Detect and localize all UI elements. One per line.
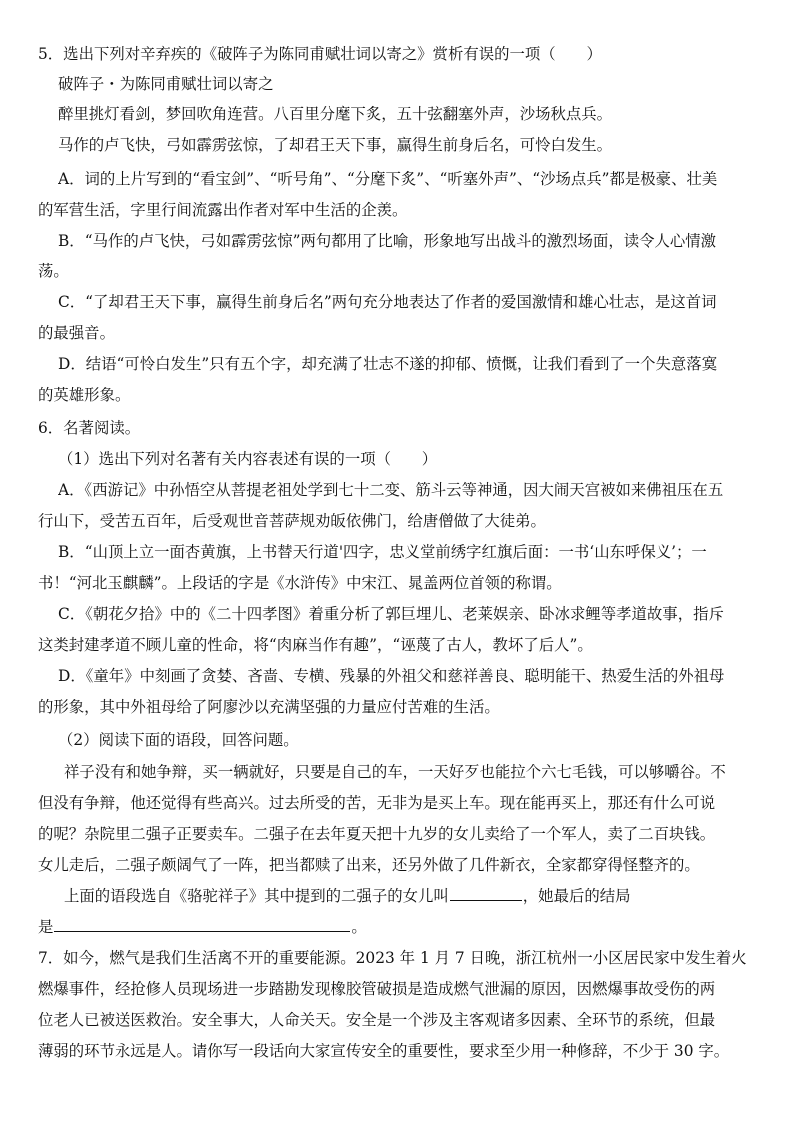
q6-question-line2 <box>38 917 768 937</box>
q6-option-d-line2: 的形象，其中外祖母给了阿廖沙以充满坚强的力量应付苦难的生活。 <box>38 698 500 716</box>
q6-passage-line2: 但没有争辩，他还觉得有些高兴。过去所受的苦，无非为是买上车。现在能再买上，那还有什么可说 <box>38 794 716 812</box>
q5-stem: 5．选出下列对辛弃疾的《破阵子为陈同甫赋壮词以寄之》赏析有误的一项（ ） <box>38 45 602 63</box>
answer-blank-daughter-name[interactable] <box>450 886 522 901</box>
q5-poem-title: 破阵子・为陈同甫赋壮词以寄之 <box>58 75 274 93</box>
q6-sub1: （1）选出下列对名著有关内容表述有误的一项（ ） <box>58 450 438 468</box>
q7-line1: 7．如今，燃气是我们生活离不开的重要能源。2023 年 1 月 7 日晚，浙江杭州一小区居民家中发生着火 <box>38 949 747 967</box>
q6-question-text: 上面的语段选自《骆驼祥子》其中提到的二强子的女儿叫 <box>64 887 449 905</box>
q5-option-b-line1: B．“马作的卢飞快，弓如霹雳弦惊”两句都用了比喻，形象地写出战斗的激烈场面，读令人心情激 <box>58 232 717 250</box>
q5-poem-line2: 马作的卢飞快，弓如霹雳弦惊，了却君王天下事，赢得生前身后名，可怜白发生。 <box>58 136 613 154</box>
q6-passage-line1: 祥子没有和她争辩，买一辆就好，只要是自己的车，一天好歹也能拉个六七毛钱，可以够嚼谷。不 <box>64 763 726 781</box>
q6-option-c-line1: C．《朝花夕拾》中的《二十四孝图》着重分析了郭巨埋儿、老莱娱亲、卧冰求鲤等孝道故事，指斥 <box>58 605 724 623</box>
q5-option-d-line2: 的英雄形象。 <box>38 386 131 404</box>
q6-option-b-line2: 书！“河北玉麒麟”。上段话的字是《水浒传》中宋江、晁盖两位首领的称谓。 <box>38 574 562 592</box>
q6-option-d-line1: D．《童年》中刻画了贪婪、吝啬、专横、残暴的外祖父和慈祥善良、聪明能干、热爱生活的外祖母 <box>58 667 725 685</box>
q6-passage-line3: 的呢？杂院里二强子正要卖车。二强子在去年夏天把十九岁的女儿卖给了一个军人，卖了二百块钱。 <box>38 825 716 843</box>
q5-option-c-line2: 的最强音。 <box>38 324 115 342</box>
q6-question-text-4: 。 <box>351 918 367 936</box>
q6-passage-line4: 女儿走后，二强子颇阔气了一阵，把当都赎了出来，还另外做了几件新衣，全家都穿得怪整齐的。 <box>38 856 700 874</box>
q6-sub2: （2）阅读下面的语段，回答问题。 <box>58 731 299 749</box>
q7-line4: 薄弱的环节永远是人。请你写一段话向大家宣传安全的重要性，要求至少用一种修辞，不少于 30 字。 <box>38 1042 730 1060</box>
q7-line2: 燃爆事件，经抢修人员现场进一步踏勘发现橡胶管破损是造成燃气泄漏的原因，因燃爆事故受伤的两 <box>38 980 716 998</box>
q5-option-d-line1: D．结语“可怜白发生”只有五个字，却充满了壮志不遂的抑郁、愤慨，让我们看到了一个失意落寞 <box>58 355 718 373</box>
q6-question-line1 <box>64 886 794 906</box>
q6-stem: 6．名著阅读。 <box>38 419 141 437</box>
q5-poem-line1: 醉里挑灯看剑，梦回吹角连营。八百里分麾下炙，五十弦翻塞外声，沙场秋点兵。 <box>58 105 613 123</box>
q5-option-a-line2: 的军营生活，字里行间流露出作者对军中生活的企羡。 <box>38 201 408 219</box>
q6-question-text-3: 是 <box>38 918 54 936</box>
q6-option-a-line1: A．《西游记》中孙悟空从菩提老祖处学到七十二变、筋斗云等神通，因大闹天宫被如来佛祖压在五 <box>58 481 724 499</box>
q5-option-b-line2: 荡。 <box>38 262 69 280</box>
q6-option-b-line1: B．“山顶上立一面杏黄旗，上书替天行道'四字，忠义堂前绣字红旗后面：一书‘山东呼保义’；一 <box>58 543 707 561</box>
q5-option-c-line1: C．“了却君王天下事，赢得生前身后名”两句充分地表达了作者的爱国激情和雄心壮志，是这首词 <box>58 293 717 311</box>
q6-option-c-line2: 这类封建孝道不顾儿童的性命，将“肉麻当作有趣”，“诬蔑了古人，教坏了后人”。 <box>38 636 593 654</box>
q6-question-text-2: ，她最后的结局 <box>522 887 631 905</box>
q6-option-a-line2: 行山下，受苦五百年，后受观世音菩萨规劝皈依佛门，给唐僧做了大徒弟。 <box>38 512 546 530</box>
q7-line3: 位老人已被送医救治。安全事大，人命关天。安全是一个涉及主客观诸多因素、全环节的系统，但最 <box>38 1011 716 1029</box>
answer-blank-daughter-fate[interactable] <box>54 917 350 932</box>
q5-option-a-line1: A．词的上片写到的“看宝剑”、“听号角”、“分麾下炙”、“听塞外声”、“沙场点兵”都是极豪、壮美 <box>58 170 718 188</box>
